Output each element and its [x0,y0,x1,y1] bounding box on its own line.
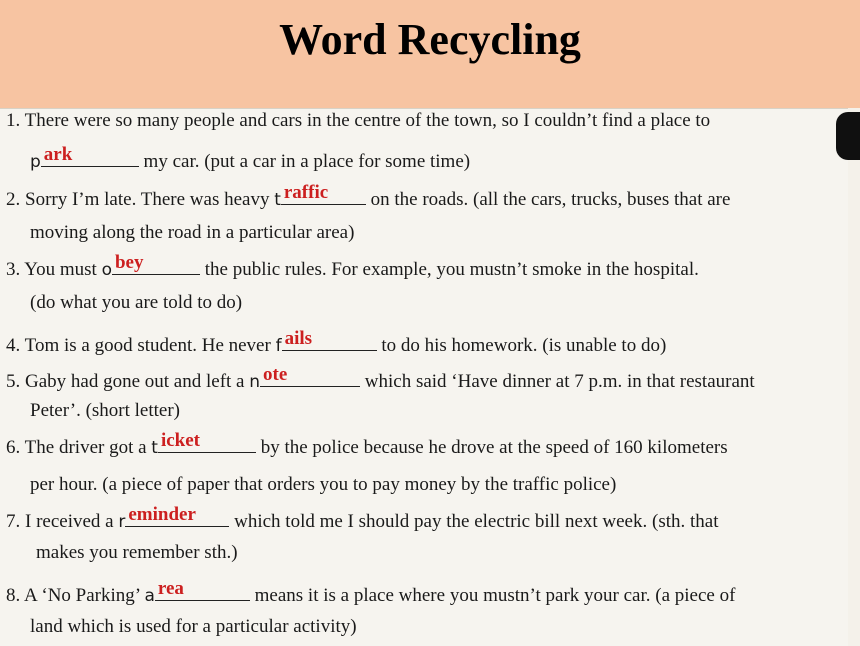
item-text: the public rules. For example, you mustn’t smoke in the hospital. [204,259,699,280]
first-letter: r [118,512,126,532]
item-7-line-2: makes you remember sth.) [36,542,238,563]
item-number: 2. [6,189,21,210]
answer-blank [281,182,366,205]
answer: ails [284,328,313,349]
item-text: Sorry I’m late. There was heavy [25,189,270,210]
item-1-line-2 [30,144,471,173]
answer: bey [114,252,144,273]
item-4-line-1 [6,328,667,357]
item-text: You must [24,259,97,280]
first-letter: t [274,190,281,210]
item-2-line-2: moving along the road in a particular area) [30,222,355,243]
item-text: There were so many people and cars in the centre of the town, so I couldn’t find a place to [24,110,711,131]
item-text: means it is a place where you mustn’t park your car. (a piece of [254,585,736,606]
first-letter: n [249,372,261,392]
answer: eminder [128,504,196,525]
answer-blank [282,328,377,351]
item-2-line-1 [6,182,731,211]
item-8-line-1 [6,578,736,607]
first-letter: a [144,586,155,606]
item-text: which said ‘Have dinner at 7 p.m. in that restaurant [364,371,755,392]
item-6-line-1 [6,430,728,459]
item-number: 5. [6,371,21,392]
item-6-line-2: per hour. (a piece of paper that orders you to pay money by the traffic police) [30,474,617,495]
item-1-line-1 [6,110,710,132]
item-number: 3. [6,259,21,280]
answer-blank [41,144,139,167]
binder-hole [836,112,860,160]
first-letter: o [101,260,112,280]
item-3-line-1 [6,252,699,281]
page-title: Word Recycling [279,15,581,64]
first-letter: f [275,336,282,356]
answer-blank [158,430,256,453]
item-7-line-1 [6,504,719,533]
answer: ark [43,144,73,165]
item-text: A ‘No Parking’ [23,585,140,606]
item-text: by the police because he drove at the speed of 160 kilometers [260,437,728,458]
item-8-line-2: land which is used for a particular activity) [30,616,357,637]
item-text: my car. (put a car in a place for some time) [143,151,471,172]
item-text: The driver got a [24,437,147,458]
item-number: 4. [6,335,21,356]
item-text: Tom is a good student. He never [24,335,271,356]
answer: icket [160,430,201,451]
item-5-line-1 [6,364,755,393]
item-text: to do his homework. (is unable to do) [381,335,667,356]
item-5-line-2: Peter’. (short letter) [30,400,181,421]
item-text: which told me I should pay the electric bill next week. (sth. that [234,511,719,532]
first-letter: t [151,438,158,458]
answer-blank [260,364,360,387]
answer: ote [263,364,288,385]
answer-blank [112,252,200,275]
item-number: 7. [6,511,21,532]
item-number: 1. [6,110,21,131]
item-text: Gaby had gone out and left a [25,371,245,392]
answer-blank [125,504,229,527]
item-3-line-2: (do what you are told to do) [30,292,243,313]
answer-blank [155,578,250,601]
item-number: 6. [6,437,21,458]
answer: raffic [283,182,329,203]
item-text: I received a [25,511,114,532]
item-text: on the roads. (all the cars, trucks, buses that are [370,189,731,210]
answer: rea [157,578,184,599]
first-letter: p [30,152,41,172]
item-number: 8. [6,585,21,606]
